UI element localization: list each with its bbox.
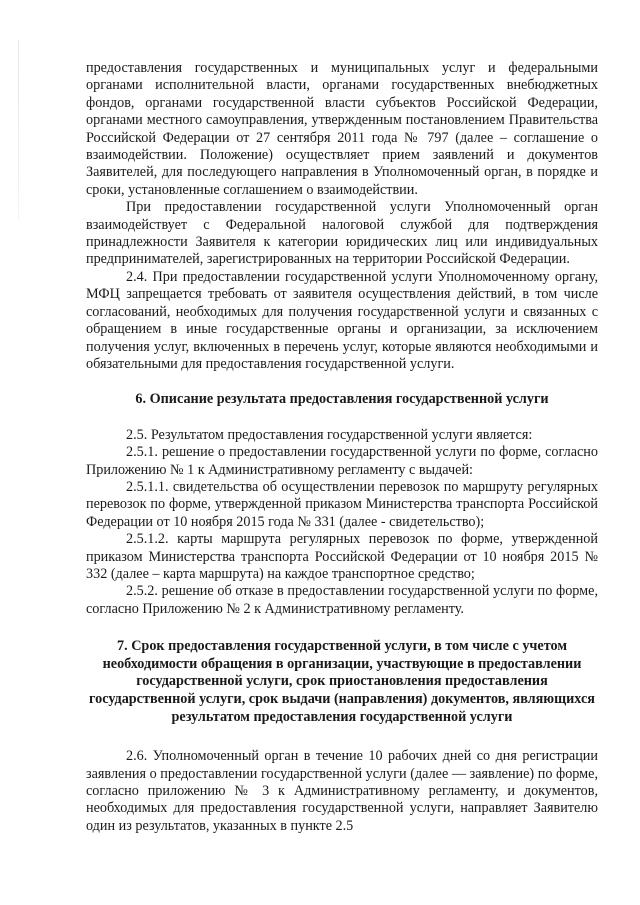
- paragraph-2-5-1-2: 2.5.1.2. карты маршрута регулярных перевозок по форме, утвержденной приказом Министерства транспорта Российской Федерации от 10 ноября 2015 № 332 (далее – карта маршрута) на каждое транспортное средство;: [86, 531, 598, 582]
- paragraph-2-5-2: 2.5.2. решение об отказе в предоставлении государственной услуги по форме, согласно Приложению № 2 к Административному регламенту.: [86, 583, 598, 617]
- document-page: [86, 60, 598, 835]
- paragraph-continuation: предоставления государственных и муниципальных услуг и федеральными органами исполнительной власти, органами государственных внебюджетных фондов, органами государственной власти субъектов Российской Федерации, органами местного самоуправления, утвержденным постановлением Правительства Российской Федерации от 27 сентября 2011 года № 797 (далее – соглашение о взаимодействии. Положение) осуществляет прием заявлений и документов Заявителей, для последующего направления в Уполномоченный орган, в порядке и сроки, установленные соглашением о взаимодействии.: [86, 60, 598, 198]
- paragraph-2-5: 2.5. Результатом предоставления государственной услуги является:: [126, 426, 533, 443]
- paragraph-2-5-1: 2.5.1. решение о предоставлении государственной услуги по форме, согласно Приложению № 1 к Административному регламенту с выдачей:: [86, 444, 598, 478]
- section-heading-7: 7. Срок предоставления государственной услуги, в том числе с учетом необходимости обращения в организации, участвующие в предоставлении государственной услуги, срок приостановления предоставления государственной услуги, срок выдачи (направления) документов, являющихся результатом предоставления государственной услуги: [89, 638, 595, 725]
- paragraph-tax-service: При предоставлении государственной услуги Уполномоченный орган взаимодействует с Федеральной налоговой службой для подтверждения принадлежности Заявителя к категории юридических лиц или индивидуальных предпринимателей, зарегистрированных на территории Российской Федерации.: [86, 199, 598, 268]
- scan-edge-mark: [18, 40, 19, 220]
- section-heading-6: 6. Описание результата предоставления государственной услуги: [135, 391, 549, 408]
- paragraph-2-6: 2.6. Уполномоченный орган в течение 10 рабочих дней со дня регистрации заявления о предоставлении государственной услуги (далее — заявление) по форме, согласно приложению № 3 к Административному регламенту, и документов, необходимых для предоставления государственной услуги, направляет Заявителю один из результатов, указанных в пункте 2.5: [86, 748, 598, 834]
- paragraph-2-5-1-1: 2.5.1.1. свидетельства об осуществлении перевозок по маршруту регулярных перевозок по форме, утвержденной приказом Министерства транспорта Российской Федерации от 10 ноября 2015 года № 331 (далее - свидетельство);: [86, 478, 598, 530]
- paragraph-2-4: 2.4. При предоставлении государственной услуги Уполномоченному органу, МФЦ запрещается требовать от заявителя осуществления действий, в том числе согласований, необходимых для получения государственной услуги и связанных с обращением в иные государственные органы и организации, за исключением получения услуг, включенных в перечень услуг, которые являются необходимыми и обязательными для предоставления государственной услуги.: [86, 268, 598, 372]
